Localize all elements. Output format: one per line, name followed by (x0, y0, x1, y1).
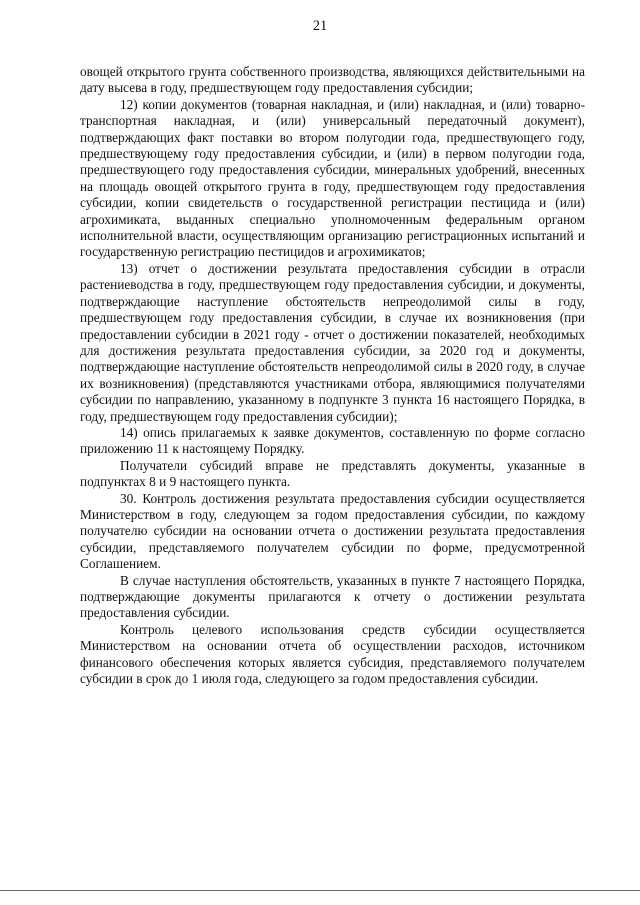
paragraph-optional-documents: Получатели субсидий вправе не представлять документы, указанные в подпунктах 8 и 9 настоящего пункта. (80, 457, 585, 490)
paragraph-target-use-control: Контроль целевого использования средств субсидии осуществляется Министерством на основании отчета об осуществлении расходов, источником финансового обеспечения которых является субсидия, представляемого получателем субсидии в срок до 1 июля года, следующего за годом предоставления субсидии. (80, 621, 585, 687)
paragraph-section-30: 30. Контроль достижения результата предоставления субсидии осуществляется Министерством в году, следующем за годом предоставления субсидии, по каждому получателю субсидии на основании отчета о достижении результата предоставления субсидии, представляемого получателем субсидии по форме, предусмотренной Соглашением. (80, 490, 585, 572)
paragraph-continuation: овощей открытого грунта собственного производства, являющихся действительными на дату высева в году, предшествующем году предоставления субсидии; (80, 64, 585, 96)
page-number: 21 (312, 18, 328, 34)
paragraph-item-13: 13) отчет о достижении результата предоставления субсидии в отрасли растениеводства в году, предшествующем году предоставления субсидии, и документы, подтверждающие наступление обстоятельств непреодолимой силы в году, предшествующем году предоставления субсидии, в случае их возникновения (при предоставлении субсидии в 2021 году - отчет о достижении показателей, необходимых для достижения результата предоставления субсидии, за 2020 год и документы, подтверждающие наступление обстоятельств непреодолимой силы в 2020 году, в случае их возникновения) (представляются участниками отбора, являющимися получателями субсидии по направлению, указанному в подпункте 3 пункта 16 настоящего Порядка, в году, предшествующем году предоставления субсидии); (80, 260, 585, 424)
paragraph-force-majeure: В случае наступления обстоятельств, указанных в пункте 7 настоящего Порядка, подтверждающие документы прилагаются к отчету о достижении результата предоставления субсидии. (80, 572, 585, 621)
paragraph-item-12: 12) копии документов (товарная накладная, и (или) накладная, и (или) товарно-транспортная накладная, и (или) универсальный передаточный документ), подтверждающих факт поставки во втором полугодии года, предшествующего году, предшествующему году предоставления субсидии, и (или) в первом полугодии года, предшествующего году предоставления субсидии, минеральных удобрений, внесенных на площадь овощей открытого грунта в году, предшествующем году предоставления субсидии, копии свидетельств о государственной регистрации пестицида и (или) агрохимиката, выданных специально уполномоченным федеральным органом исполнительной власти, осуществляющим организацию регистрационных испытаний и государственную регистрацию пестицидов и агрохимикатов; (80, 96, 585, 260)
page-bottom-rule (0, 890, 640, 891)
document-body (80, 64, 585, 687)
paragraph-item-14: 14) опись прилагаемых к заявке документов, составленную по форме согласно приложению 11 к настоящему Порядку. (80, 424, 585, 457)
